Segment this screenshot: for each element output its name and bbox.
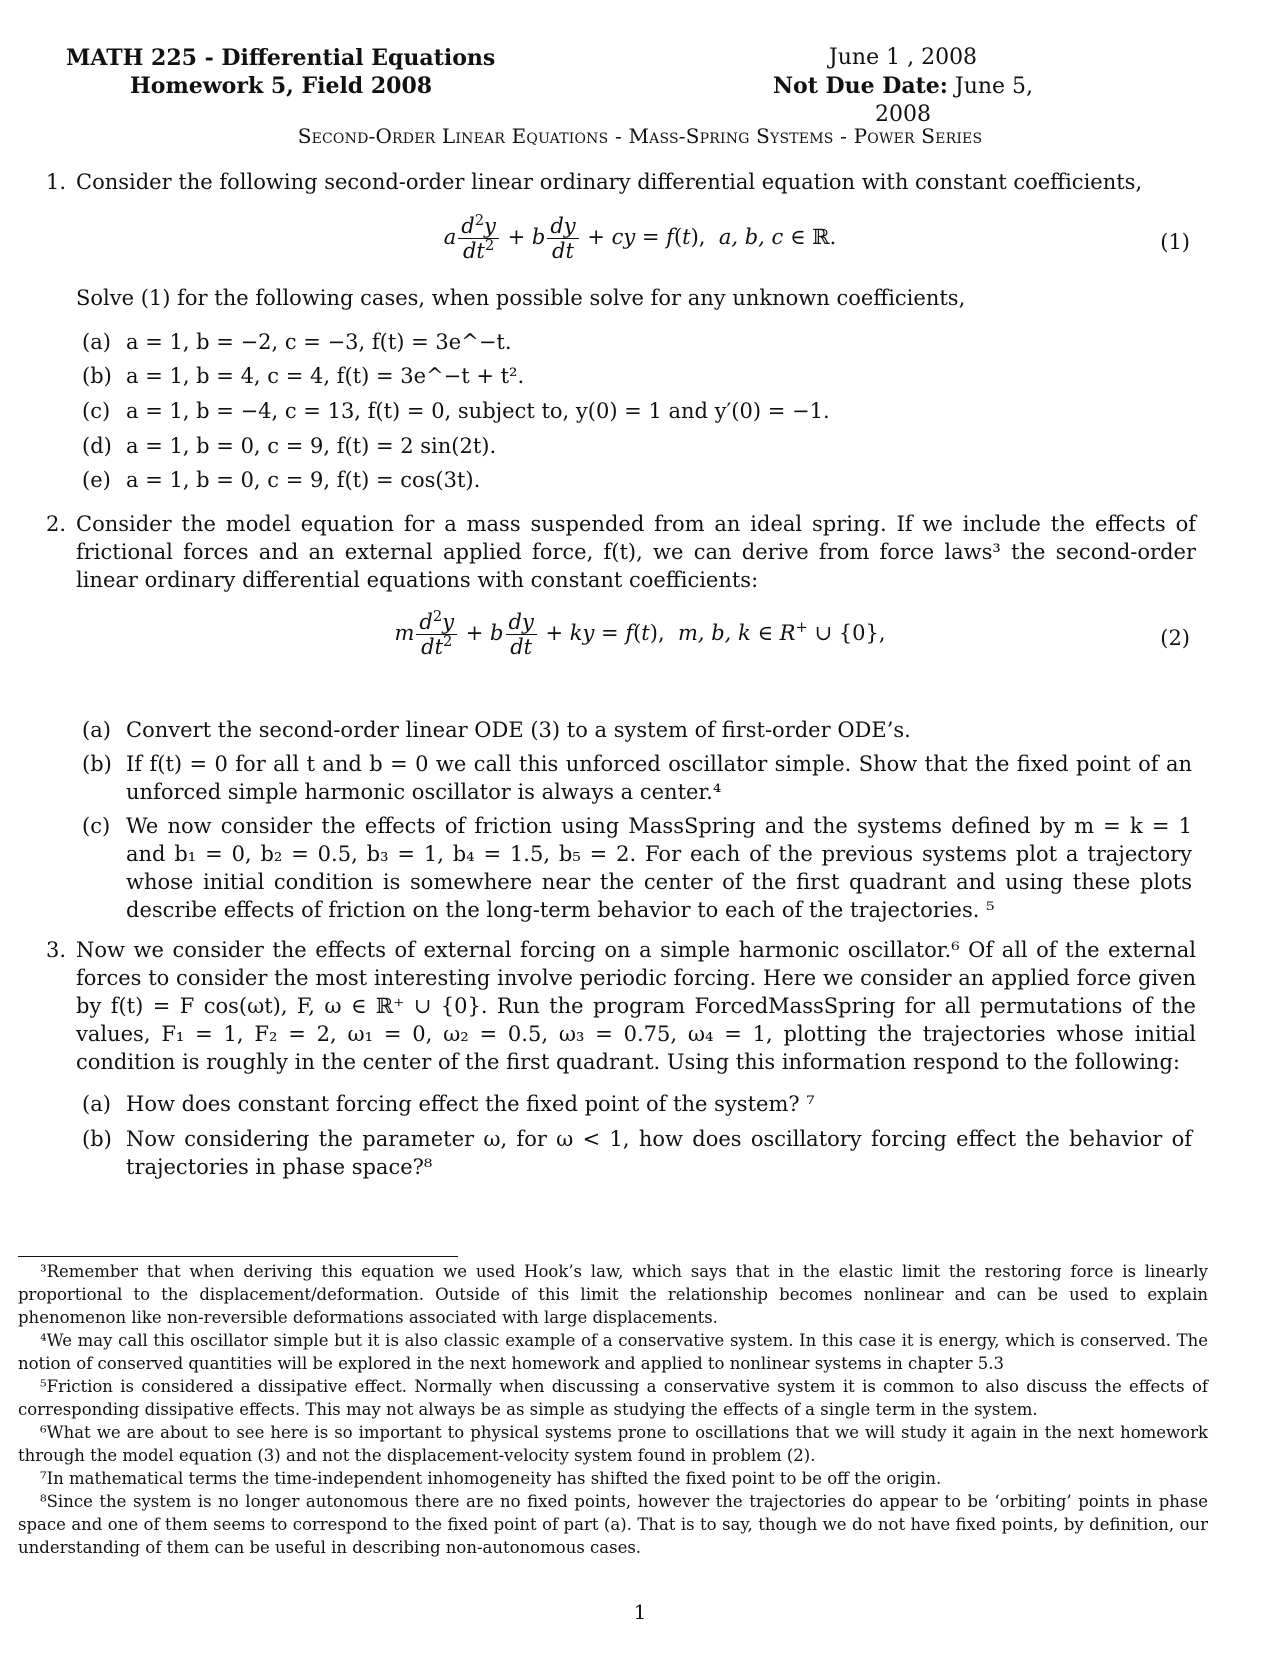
due-value: June 5, 2008 [875,74,1034,127]
footnote-6: ⁶What we are about to see here is so important to physical systems prone to oscillations that we will study it again in the next homework through the model equation (3) and not the displacement-velocity system found in problem (2). [18,1423,1208,1465]
problem-1-part-a [82,328,1192,356]
problem-3-part-a [82,1090,1192,1118]
problem-number: 1. [46,170,67,194]
page-number: 1 [633,1600,647,1624]
problem-2 [46,510,1196,594]
footnote-8: ⁸Since the system is no longer autonomous there are no fixed points, however the trajectories do appear to be ‘orbiting’ points in phase space and one of them seems to correspond to the fixed point of part (a). That is to say, though we do not have fixed points, by definition, our understanding of them can be useful in describing non-autonomous cases. [18,1492,1208,1557]
equation-2: m $\frac{d^2y}{dt^2}$ + b $\frac{dy}{dt}$ + ky = f(t), m, b, k ∈ R+ ∪ {0}, [394,608,886,659]
part-text: a = 1, b = −2, c = −3, f(t) = 3e^−t. [126,330,512,354]
problem-number: 2. [46,512,67,536]
part-label: (a) [82,1092,111,1116]
issue-date: June 1 , 2008 [828,45,978,70]
problem-1-part-b [82,362,1192,390]
part-label: (d) [82,434,112,458]
part-label: (c) [82,399,111,423]
problem-1-part-c [82,397,1192,425]
problem-1 [46,168,1196,196]
due-date [748,72,1058,129]
equation-number: (2) [1160,626,1190,650]
part-text: a = 1, b = 0, c = 9, f(t) = cos(3t). [126,468,481,492]
part-text: a = 1, b = 0, c = 9, f(t) = 2 sin(2t). [126,434,497,458]
course-title: MATH 225 - Differential Equations [66,45,496,71]
part-label: (e) [82,468,111,492]
part-text: a = 1, b = 4, c = 4, f(t) = 3e^−t + t². [126,364,525,388]
problem-number: 3. [46,938,67,962]
equation-number: (1) [1160,230,1190,254]
part-text: If f(t) = 0 for all t and b = 0 we call this unforced oscillator simple. Show that the fixed point of an unforced simple harmonic oscillator is always a center.⁴ [126,752,1192,804]
problem-intro: Now we consider the effects of external forcing on a simple harmonic oscillator.⁶ Of all of the external forces to consider the most interesting involve periodic forcing. Here we consider an applied force given by f(t) = F cos(ωt), F, ω ∈ ℝ⁺ ∪ {0}. Run the program ForcedMassSpring for all permutations of the values, F₁ = 1, F₂ = 2, ω₁ = 0, ω₂ = 0.5, ω₃ = 0.75, ω₄ = 1, plotting the trajectories whose initial condition is roughly in the center of the first quadrant. Using this information respond to the following: [76,938,1196,1074]
footnote-5: ⁵Friction is considered a dissipative effect. Normally when discussing a conservative system it is common to also discuss the effects of corresponding dissipative effects. This may not always be as simple as studying the effects of a single term in the system. [18,1377,1208,1419]
course-header [66,44,495,100]
due-label: Not Due Date: [772,73,948,99]
problem-intro: Consider the model equation for a mass suspended from an ideal spring. If we include the effects of frictional forces and an external applied force, f(t), we can derive from force laws³ the second-order linear ordinary differential equations with constant coefficients: [76,512,1196,592]
part-text: Now considering the parameter ω, for ω < 1, how does oscillatory forcing effect the behavior of trajectories in phase space?⁸ [126,1127,1192,1179]
part-text: How does constant forcing effect the fixed point of the system? ⁷ [126,1092,815,1116]
part-label: (b) [82,1127,112,1151]
part-label: (b) [82,364,112,388]
homework-title: Homework 5, Field 2008 [130,73,433,99]
date-header [748,44,1058,129]
equation-1: a $\frac{d^2y}{dt^2}$ + b $\frac{dy}{dt}$ + cy = f(t), a, b, c ∈ ℝ. [443,212,837,263]
problem-2-part-a [82,716,1192,744]
footnotes [18,1260,1208,1559]
section-title: Second-Order Linear Equations - Mass-Spring Systems - Power Series [297,124,983,148]
part-label: (c) [82,814,111,838]
problem-3-part-b [82,1125,1192,1181]
footnote-rule [18,1256,458,1257]
part-label: (a) [82,330,111,354]
problem-1-part-d [82,432,1192,460]
footnote-4: ⁴We may call this oscillator simple but it is also classic example of a conservative system. In this case it is energy, which is conserved. The notion of conserved quantities will be explored in the next homework and applied to nonlinear systems in chapter 5.3 [18,1331,1208,1373]
problem-2-part-b [82,750,1192,806]
part-text: a = 1, b = −4, c = 13, f(t) = 0, subject to, y(0) = 1 and y′(0) = −1. [126,399,830,423]
problem-intro: Consider the following second-order linear ordinary differential equation with constant coefficients, [76,170,1143,194]
part-label: (a) [82,718,111,742]
problem-1-instruction: Solve (1) for the following cases, when possible solve for any unknown coefficients, [76,286,966,310]
part-text: We now consider the effects of friction using MassSpring and the systems defined by m = k = 1 and b₁ = 0, b₂ = 0.5, b₃ = 1, b₄ = 1.5, b₅ = 2. For each of the previous systems plot a trajectory whose initial condition is somewhere near the center of the first quadrant and using these plots describe effects of friction on the long-term behavior to each of the trajectories. ⁵ [126,814,1192,922]
footnote-7: ⁷In mathematical terms the time-independent inhomogeneity has shifted the fixed point to be off the origin. [40,1469,942,1488]
problem-3 [46,936,1196,1076]
part-text: Convert the second-order linear ODE (3) to a system of first-order ODE’s. [126,718,911,742]
problem-2-part-c [82,812,1192,924]
problem-1-part-e [82,466,1192,494]
footnote-3: ³Remember that when deriving this equation we used Hook’s law, which says that in the elastic limit the restoring force is linearly proportional to the displacement/deformation. Outside of this limit the relationship becomes nonlinear and can be used to explain phenomenon like non-reversible deformations associated with large displacements. [18,1262,1208,1327]
part-label: (b) [82,752,112,776]
